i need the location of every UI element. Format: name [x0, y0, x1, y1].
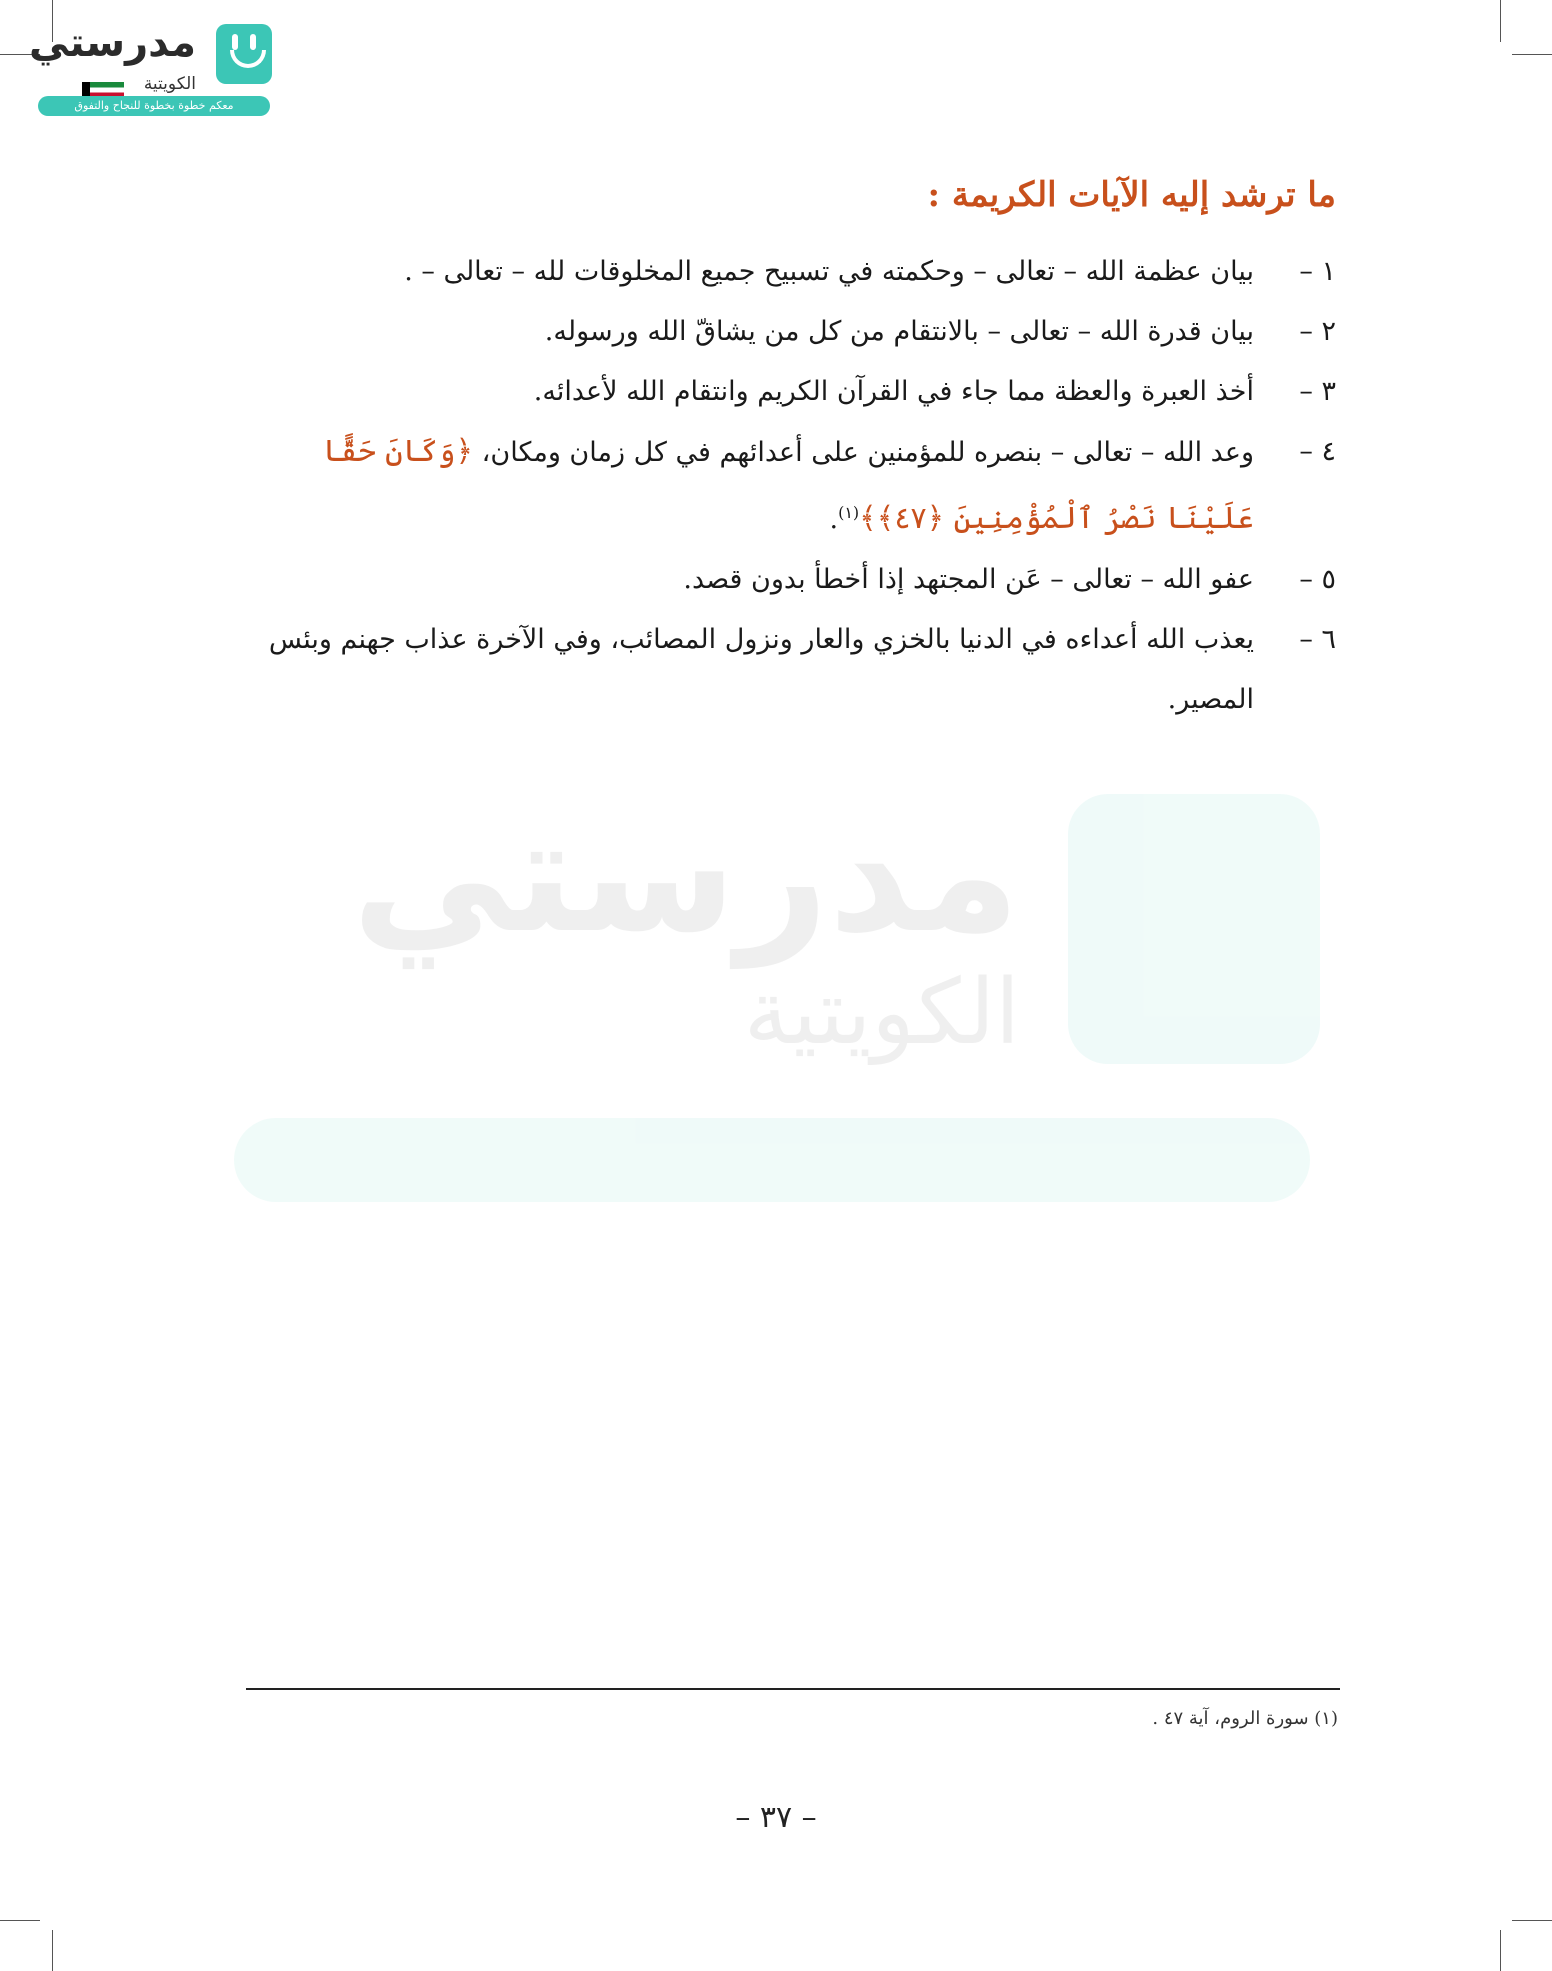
watermark-book-icon — [1068, 794, 1320, 1064]
list-item — [240, 302, 1336, 362]
item-number: ٦ – — [1299, 624, 1336, 655]
crop-mark — [1500, 0, 1501, 42]
footnote-divider — [246, 1688, 1340, 1690]
watermark-tagline-bar — [234, 1118, 1310, 1202]
item-text: بيان قدرة الله – تعالى – بالانتقام من كل من يشاقّ الله ورسوله. — [544, 316, 1254, 347]
list-item — [240, 550, 1336, 610]
list-item — [240, 422, 1336, 550]
item-number: ٢ – — [1299, 316, 1336, 347]
watermark — [230, 780, 1320, 1220]
watermark-name: مدرستي — [351, 781, 1020, 968]
item-end: . — [829, 504, 839, 535]
page-content — [240, 170, 1336, 730]
list-item — [240, 362, 1336, 422]
list-item — [240, 610, 1336, 730]
page-number: – ٣٧ – — [735, 1800, 817, 1835]
item-number: ٥ – — [1299, 564, 1336, 595]
footnote: (١) سورة الروم، آية ٤٧ . — [1152, 1708, 1338, 1729]
item-number: ١ – — [1299, 256, 1336, 287]
footnote-ref: (١) — [838, 503, 860, 522]
crop-mark — [1512, 1920, 1552, 1921]
logo-book-icon — [216, 24, 272, 84]
item-number: ٣ – — [1299, 376, 1336, 407]
item-number: ٤ – — [1299, 436, 1336, 467]
item-text: أخذ العبرة والعظة مما جاء في القرآن الكريم وانتقام الله لأعدائه. — [533, 376, 1254, 407]
logo-tagline: معكم خطوة بخطوة للنجاح والتفوق — [38, 96, 270, 116]
item-text: يعذب الله أعداءه في الدنيا بالخزي والعار ونزول المصائب، وفي الآخرة عذاب جهنم وبئس المصير. — [268, 624, 1254, 715]
watermark-subtitle: الكويتية — [743, 960, 1020, 1065]
section-heading: ما ترشد إليه الآيات الكريمة : — [927, 175, 1336, 215]
crop-mark — [1500, 1930, 1501, 1971]
item-text: بيان عظمة الله – تعالى – وحكمته في تسبيح جميع المخلوقات لله – تعالى – . — [404, 256, 1254, 287]
item-text: وعد الله – تعالى – بنصره للمؤمنين على أعدائهم في كل زمان ومكان، — [481, 437, 1254, 468]
item-text: عفو الله – تعالى – عَن المجتهد إذا أخطأ بدون قصد. — [683, 564, 1254, 595]
list-item — [240, 242, 1336, 302]
crop-mark — [0, 1920, 40, 1921]
logo-name: مدرستي — [28, 20, 196, 66]
site-logo — [28, 18, 278, 118]
logo-subtitle: الكويتية — [143, 74, 196, 94]
quran-verse: ﴿وَكَانَ حَقًّا عَلَيْنَا نَصْرُ ٱلْمُؤْمِنِينَ ﴿٤٧﴾﴾ — [322, 434, 1254, 536]
crop-mark — [1512, 54, 1552, 55]
crop-mark — [52, 1930, 53, 1971]
